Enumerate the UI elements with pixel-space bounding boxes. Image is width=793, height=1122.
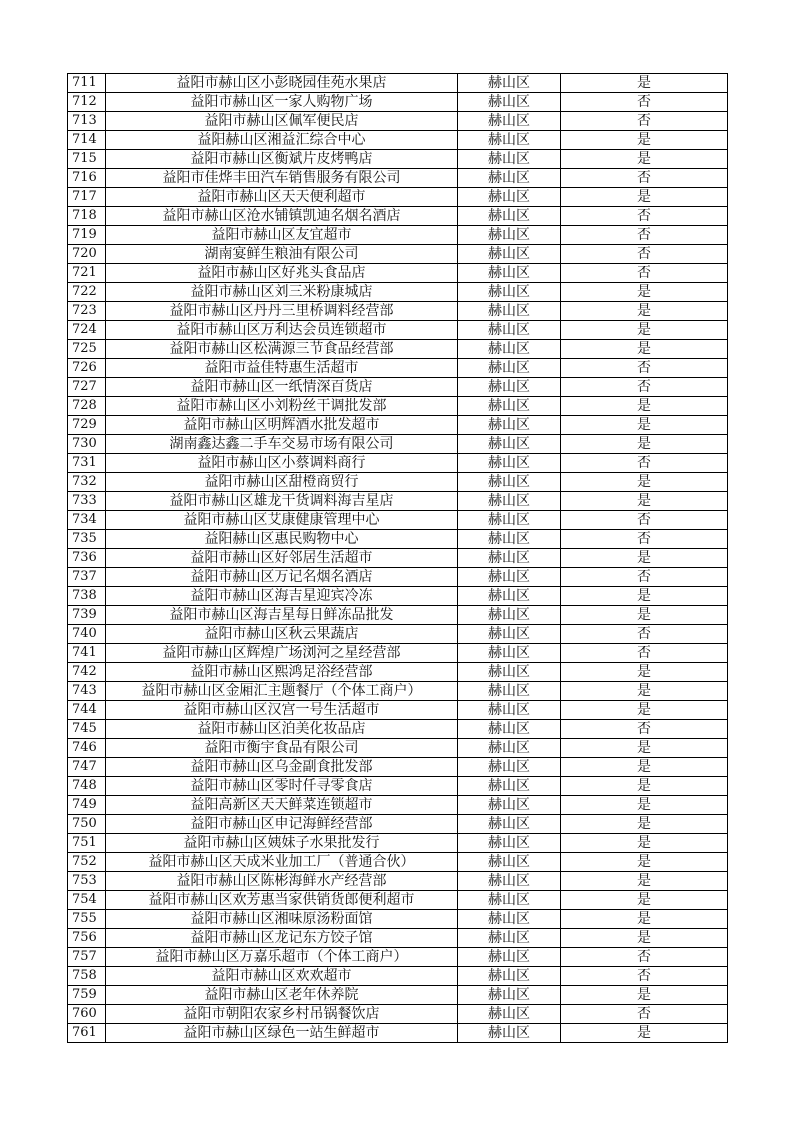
- row-number-cell: 713: [68, 112, 106, 131]
- store-name-cell: 益阳市赫山区乌金副食批发部: [106, 758, 458, 777]
- store-name-cell: 益阳市赫山区欢欢超市: [106, 967, 458, 986]
- table-row: [68, 435, 728, 454]
- district-cell: 赫山区: [458, 777, 561, 796]
- row-number-cell: 723: [68, 302, 106, 321]
- flag-cell: 否: [561, 359, 728, 378]
- flag-cell: 否: [561, 112, 728, 131]
- table-row: [68, 568, 728, 587]
- row-number-cell: 760: [68, 1005, 106, 1024]
- flag-cell: 是: [561, 796, 728, 815]
- row-number-cell: 731: [68, 454, 106, 473]
- store-name-cell: 益阳市赫山区小彭晓园佳苑水果店: [106, 74, 458, 93]
- flag-cell: 否: [561, 264, 728, 283]
- flag-cell: 是: [561, 1024, 728, 1043]
- district-cell: 赫山区: [458, 511, 561, 530]
- row-number-cell: 753: [68, 872, 106, 891]
- row-number-cell: 720: [68, 245, 106, 264]
- table-row: [68, 910, 728, 929]
- store-name-cell: 湖南鑫达鑫二手车交易市场有限公司: [106, 435, 458, 454]
- flag-cell: 是: [561, 739, 728, 758]
- store-name-cell: 益阳市佳烨丰田汽车销售服务有限公司: [106, 169, 458, 188]
- district-cell: 赫山区: [458, 454, 561, 473]
- district-cell: 赫山区: [458, 1005, 561, 1024]
- table-row: [68, 359, 728, 378]
- district-cell: 赫山区: [458, 739, 561, 758]
- flag-cell: 是: [561, 834, 728, 853]
- flag-cell: 是: [561, 701, 728, 720]
- store-name-cell: 湖南宴鲜生粮油有限公司: [106, 245, 458, 264]
- row-number-cell: 744: [68, 701, 106, 720]
- store-name-cell: 益阳高新区天天鲜菜连锁超市: [106, 796, 458, 815]
- district-cell: 赫山区: [458, 625, 561, 644]
- table-row: [68, 188, 728, 207]
- row-number-cell: 743: [68, 682, 106, 701]
- table-row: [68, 720, 728, 739]
- store-name-cell: 益阳市赫山区龙记东方饺子馆: [106, 929, 458, 948]
- district-cell: 赫山区: [458, 834, 561, 853]
- store-name-cell: 益阳市朝阳农家乡村吊锅餐饮店: [106, 1005, 458, 1024]
- district-cell: 赫山区: [458, 1024, 561, 1043]
- store-name-cell: 益阳市赫山区艾康健康管理中心: [106, 511, 458, 530]
- table-row: [68, 929, 728, 948]
- district-cell: 赫山区: [458, 131, 561, 150]
- row-number-cell: 718: [68, 207, 106, 226]
- district-cell: 赫山区: [458, 169, 561, 188]
- table-row: [68, 264, 728, 283]
- store-name-cell: 益阳市赫山区小蔡调料商行: [106, 454, 458, 473]
- district-cell: 赫山区: [458, 568, 561, 587]
- flag-cell: 是: [561, 492, 728, 511]
- row-number-cell: 740: [68, 625, 106, 644]
- flag-cell: 是: [561, 397, 728, 416]
- flag-cell: 否: [561, 245, 728, 264]
- table-row: [68, 834, 728, 853]
- row-number-cell: 758: [68, 967, 106, 986]
- district-cell: 赫山区: [458, 720, 561, 739]
- flag-cell: 是: [561, 929, 728, 948]
- flag-cell: 是: [561, 302, 728, 321]
- district-cell: 赫山区: [458, 302, 561, 321]
- table-row: [68, 796, 728, 815]
- table-row: [68, 150, 728, 169]
- row-number-cell: 750: [68, 815, 106, 834]
- store-name-cell: 益阳市赫山区刘三米粉康城店: [106, 283, 458, 302]
- row-number-cell: 712: [68, 93, 106, 112]
- table-row: [68, 397, 728, 416]
- district-cell: 赫山区: [458, 188, 561, 207]
- district-cell: 赫山区: [458, 644, 561, 663]
- flag-cell: 否: [561, 378, 728, 397]
- flag-cell: 否: [561, 207, 728, 226]
- flag-cell: 否: [561, 720, 728, 739]
- table-row: [68, 644, 728, 663]
- store-name-cell: 益阳市赫山区松满源三节食品经营部: [106, 340, 458, 359]
- district-cell: 赫山区: [458, 93, 561, 112]
- store-name-cell: 益阳市赫山区陈彬海鲜水产经营部: [106, 872, 458, 891]
- row-number-cell: 716: [68, 169, 106, 188]
- district-cell: 赫山区: [458, 872, 561, 891]
- table-row: [68, 302, 728, 321]
- store-name-cell: 益阳市赫山区丹丹三里桥调料经营部: [106, 302, 458, 321]
- flag-cell: 否: [561, 511, 728, 530]
- flag-cell: 是: [561, 853, 728, 872]
- row-number-cell: 725: [68, 340, 106, 359]
- table-row: [68, 777, 728, 796]
- row-number-cell: 751: [68, 834, 106, 853]
- flag-cell: 是: [561, 340, 728, 359]
- district-cell: 赫山区: [458, 416, 561, 435]
- table-row: [68, 511, 728, 530]
- row-number-cell: 736: [68, 549, 106, 568]
- flag-cell: 是: [561, 131, 728, 150]
- flag-cell: 是: [561, 815, 728, 834]
- store-table: [67, 73, 728, 1043]
- store-name-cell: 益阳市赫山区湘味原汤粉面馆: [106, 910, 458, 929]
- row-number-cell: 717: [68, 188, 106, 207]
- row-number-cell: 756: [68, 929, 106, 948]
- table-row: [68, 891, 728, 910]
- row-number-cell: 757: [68, 948, 106, 967]
- flag-cell: 是: [561, 435, 728, 454]
- table-row: [68, 93, 728, 112]
- district-cell: 赫山区: [458, 587, 561, 606]
- table-row: [68, 967, 728, 986]
- flag-cell: 是: [561, 682, 728, 701]
- row-number-cell: 730: [68, 435, 106, 454]
- row-number-cell: 733: [68, 492, 106, 511]
- row-number-cell: 742: [68, 663, 106, 682]
- flag-cell: 是: [561, 150, 728, 169]
- row-number-cell: 729: [68, 416, 106, 435]
- store-name-cell: 益阳市赫山区万利达会员连锁超市: [106, 321, 458, 340]
- flag-cell: 是: [561, 891, 728, 910]
- district-cell: 赫山区: [458, 74, 561, 93]
- district-cell: 赫山区: [458, 910, 561, 929]
- table-row: [68, 283, 728, 302]
- store-name-cell: 益阳市赫山区甜橙商贸行: [106, 473, 458, 492]
- district-cell: 赫山区: [458, 758, 561, 777]
- row-number-cell: 726: [68, 359, 106, 378]
- table-row: [68, 492, 728, 511]
- table-body: [68, 74, 728, 1043]
- store-name-cell: 益阳市赫山区绿色一站生鲜超市: [106, 1024, 458, 1043]
- table-row: [68, 986, 728, 1005]
- row-number-cell: 715: [68, 150, 106, 169]
- district-cell: 赫山区: [458, 530, 561, 549]
- store-name-cell: 益阳市赫山区明辉酒水批发超市: [106, 416, 458, 435]
- table-row: [68, 1024, 728, 1043]
- flag-cell: 否: [561, 530, 728, 549]
- table-row: [68, 1005, 728, 1024]
- store-name-cell: 益阳市赫山区泊美化妆品店: [106, 720, 458, 739]
- district-cell: 赫山区: [458, 606, 561, 625]
- table-row: [68, 815, 728, 834]
- district-cell: 赫山区: [458, 207, 561, 226]
- flag-cell: 是: [561, 663, 728, 682]
- flag-cell: 否: [561, 644, 728, 663]
- row-number-cell: 747: [68, 758, 106, 777]
- table-row: [68, 701, 728, 720]
- table-row: [68, 340, 728, 359]
- table-row: [68, 606, 728, 625]
- flag-cell: 是: [561, 910, 728, 929]
- table-row: [68, 321, 728, 340]
- store-name-cell: 益阳市赫山区衡斌片皮烤鸭店: [106, 150, 458, 169]
- row-number-cell: 748: [68, 777, 106, 796]
- store-name-cell: 益阳市赫山区汉宫一号生活超市: [106, 701, 458, 720]
- flag-cell: 是: [561, 872, 728, 891]
- flag-cell: 否: [561, 1005, 728, 1024]
- table-row: [68, 530, 728, 549]
- district-cell: 赫山区: [458, 891, 561, 910]
- table-row: [68, 549, 728, 568]
- flag-cell: 是: [561, 283, 728, 302]
- district-cell: 赫山区: [458, 815, 561, 834]
- district-cell: 赫山区: [458, 986, 561, 1005]
- district-cell: 赫山区: [458, 112, 561, 131]
- row-number-cell: 734: [68, 511, 106, 530]
- flag-cell: 是: [561, 606, 728, 625]
- row-number-cell: 728: [68, 397, 106, 416]
- table-row: [68, 682, 728, 701]
- flag-cell: 是: [561, 587, 728, 606]
- district-cell: 赫山区: [458, 283, 561, 302]
- table-row: [68, 587, 728, 606]
- district-cell: 赫山区: [458, 663, 561, 682]
- store-name-cell: 益阳市衡宇食品有限公司: [106, 739, 458, 758]
- store-name-cell: 益阳市赫山区万嘉乐超市（个体工商户）: [106, 948, 458, 967]
- store-name-cell: 益阳市赫山区一家人购物广场: [106, 93, 458, 112]
- table-row: [68, 625, 728, 644]
- row-number-cell: 727: [68, 378, 106, 397]
- district-cell: 赫山区: [458, 853, 561, 872]
- district-cell: 赫山区: [458, 397, 561, 416]
- row-number-cell: 739: [68, 606, 106, 625]
- table-row: [68, 112, 728, 131]
- store-name-cell: 益阳市赫山区雄龙干货调料海吉星店: [106, 492, 458, 511]
- row-number-cell: 711: [68, 74, 106, 93]
- district-cell: 赫山区: [458, 701, 561, 720]
- district-cell: 赫山区: [458, 264, 561, 283]
- table-row: [68, 758, 728, 777]
- flag-cell: 否: [561, 948, 728, 967]
- district-cell: 赫山区: [458, 359, 561, 378]
- store-name-cell: 益阳市赫山区零时仟寻零食店: [106, 777, 458, 796]
- row-number-cell: 722: [68, 283, 106, 302]
- row-number-cell: 746: [68, 739, 106, 758]
- table-row: [68, 739, 728, 758]
- row-number-cell: 752: [68, 853, 106, 872]
- district-cell: 赫山区: [458, 150, 561, 169]
- store-name-cell: 益阳市赫山区友宜超市: [106, 226, 458, 245]
- flag-cell: 否: [561, 93, 728, 112]
- flag-cell: 否: [561, 454, 728, 473]
- flag-cell: 否: [561, 967, 728, 986]
- store-name-cell: 益阳市赫山区熙鸿足浴经营部: [106, 663, 458, 682]
- row-number-cell: 721: [68, 264, 106, 283]
- flag-cell: 是: [561, 549, 728, 568]
- table-row: [68, 663, 728, 682]
- row-number-cell: 732: [68, 473, 106, 492]
- store-name-cell: 益阳市赫山区老年休养院: [106, 986, 458, 1005]
- row-number-cell: 719: [68, 226, 106, 245]
- row-number-cell: 755: [68, 910, 106, 929]
- flag-cell: 是: [561, 986, 728, 1005]
- store-name-cell: 益阳赫山区惠民购物中心: [106, 530, 458, 549]
- store-name-cell: 益阳市赫山区姨妹子水果批发行: [106, 834, 458, 853]
- row-number-cell: 738: [68, 587, 106, 606]
- table-row: [68, 416, 728, 435]
- table-row: [68, 245, 728, 264]
- flag-cell: 否: [561, 169, 728, 188]
- table-row: [68, 853, 728, 872]
- flag-cell: 否: [561, 625, 728, 644]
- row-number-cell: 735: [68, 530, 106, 549]
- district-cell: 赫山区: [458, 948, 561, 967]
- table-row: [68, 473, 728, 492]
- store-name-cell: 益阳市赫山区辉煌广场浏河之星经营部: [106, 644, 458, 663]
- store-name-cell: 益阳市赫山区天成米业加工厂（普通合伙）: [106, 853, 458, 872]
- store-name-cell: 益阳市赫山区佩军便民店: [106, 112, 458, 131]
- row-number-cell: 749: [68, 796, 106, 815]
- row-number-cell: 761: [68, 1024, 106, 1043]
- store-name-cell: 益阳市赫山区小刘粉丝干调批发部: [106, 397, 458, 416]
- table-row: [68, 454, 728, 473]
- store-name-cell: 益阳赫山区湘益汇综合中心: [106, 131, 458, 150]
- district-cell: 赫山区: [458, 226, 561, 245]
- store-name-cell: 益阳市赫山区海吉星迎宾冷冻: [106, 587, 458, 606]
- store-name-cell: 益阳市赫山区天天便利超市: [106, 188, 458, 207]
- store-name-cell: 益阳市赫山区海吉星每日鲜冻品批发: [106, 606, 458, 625]
- store-name-cell: 益阳市赫山区申记海鲜经营部: [106, 815, 458, 834]
- district-cell: 赫山区: [458, 321, 561, 340]
- flag-cell: 是: [561, 188, 728, 207]
- district-cell: 赫山区: [458, 929, 561, 948]
- table-row: [68, 207, 728, 226]
- district-cell: 赫山区: [458, 473, 561, 492]
- row-number-cell: 759: [68, 986, 106, 1005]
- flag-cell: 否: [561, 226, 728, 245]
- row-number-cell: 737: [68, 568, 106, 587]
- row-number-cell: 724: [68, 321, 106, 340]
- table-row: [68, 872, 728, 891]
- district-cell: 赫山区: [458, 682, 561, 701]
- district-cell: 赫山区: [458, 492, 561, 511]
- table-row: [68, 74, 728, 93]
- row-number-cell: 754: [68, 891, 106, 910]
- store-name-cell: 益阳市赫山区好兆头食品店: [106, 264, 458, 283]
- table-row: [68, 948, 728, 967]
- flag-cell: 是: [561, 321, 728, 340]
- row-number-cell: 714: [68, 131, 106, 150]
- store-name-cell: 益阳市赫山区欢芳惠当家供销货郎便利超市: [106, 891, 458, 910]
- row-number-cell: 745: [68, 720, 106, 739]
- flag-cell: 否: [561, 568, 728, 587]
- district-cell: 赫山区: [458, 967, 561, 986]
- district-cell: 赫山区: [458, 378, 561, 397]
- table-row: [68, 226, 728, 245]
- district-cell: 赫山区: [458, 435, 561, 454]
- district-cell: 赫山区: [458, 340, 561, 359]
- store-name-cell: 益阳市赫山区沧水铺镇凯迪名烟名酒店: [106, 207, 458, 226]
- district-cell: 赫山区: [458, 549, 561, 568]
- store-name-cell: 益阳市赫山区万记名烟名酒店: [106, 568, 458, 587]
- district-cell: 赫山区: [458, 796, 561, 815]
- store-name-cell: 益阳市益佳特惠生活超市: [106, 359, 458, 378]
- flag-cell: 是: [561, 758, 728, 777]
- flag-cell: 是: [561, 416, 728, 435]
- store-name-cell: 益阳市赫山区好邻居生活超市: [106, 549, 458, 568]
- row-number-cell: 741: [68, 644, 106, 663]
- store-name-cell: 益阳市赫山区金厢汇主题餐厅（个体工商户）: [106, 682, 458, 701]
- table-row: [68, 378, 728, 397]
- flag-cell: 是: [561, 473, 728, 492]
- district-cell: 赫山区: [458, 245, 561, 264]
- table-row: [68, 169, 728, 188]
- store-name-cell: 益阳市赫山区秋云果蔬店: [106, 625, 458, 644]
- store-name-cell: 益阳市赫山区一纸情深百货店: [106, 378, 458, 397]
- flag-cell: 是: [561, 777, 728, 796]
- table-row: [68, 131, 728, 150]
- flag-cell: 是: [561, 74, 728, 93]
